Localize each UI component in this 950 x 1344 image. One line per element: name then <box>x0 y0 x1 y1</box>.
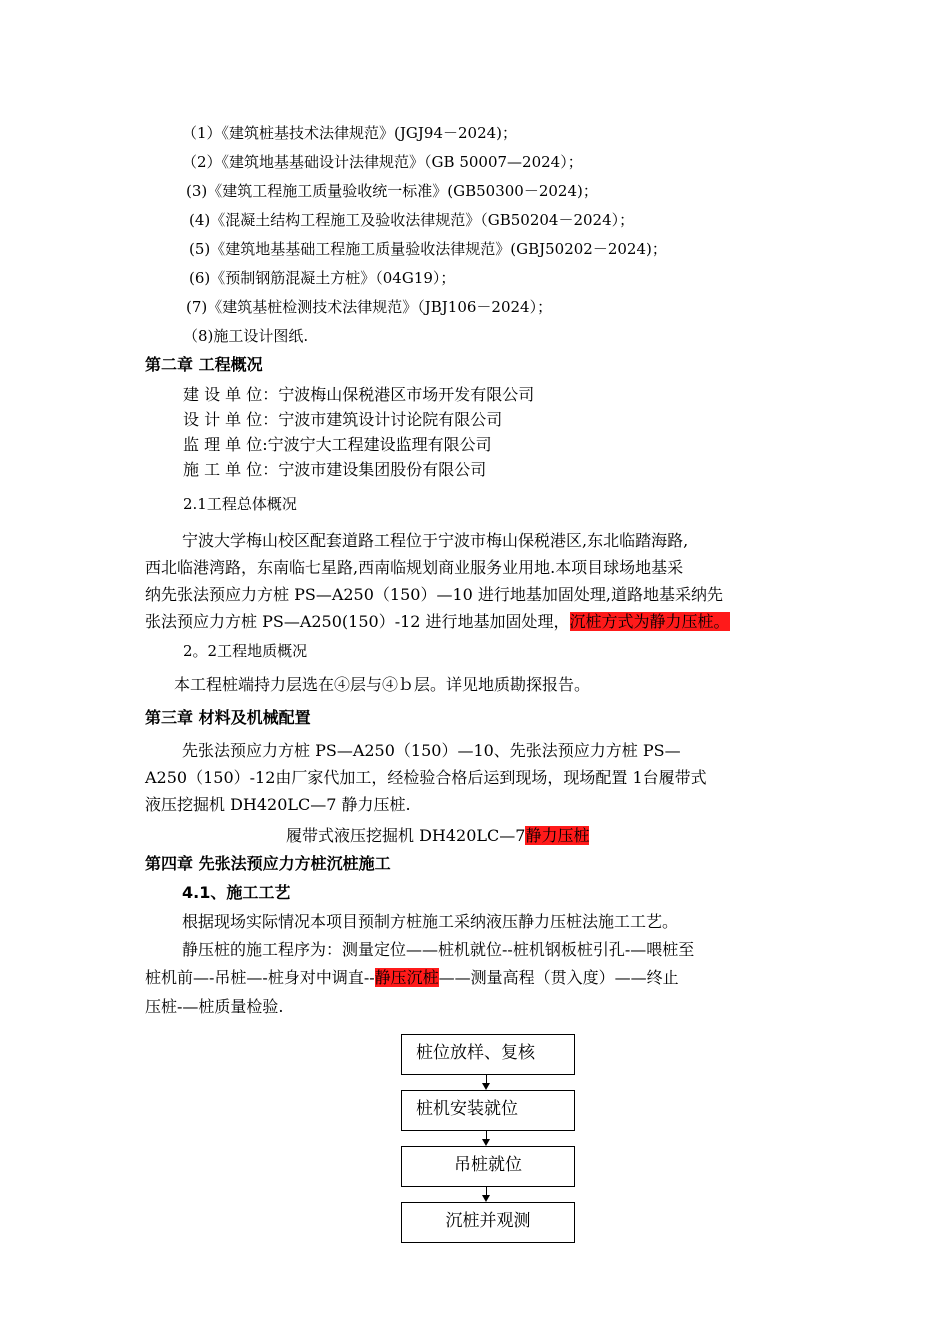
unit-designer: 设 计 单 位：宁波市建筑设计讨论院有限公司 <box>183 410 503 429</box>
overview-line-2: 西北临港湾路，东南临七星路,西南临规划商业服务业用地.本项目球场地基采 <box>145 558 684 577</box>
chapter3-heading: 第三章 材料及机械配置 <box>145 708 311 727</box>
flow-step-2-label: 桩机安装就位 <box>416 1099 518 1119</box>
reference-item-3: (3)《建筑工程施工质量验收统一标准》(GB50300－2024)； <box>186 182 598 200</box>
materials-line-1: 先张法预应力方桩 PS—A250（150）—10、先张法预应力方桩 PS— <box>182 741 681 760</box>
process-intro: 根据现场实际情况本项目预制方桩施工采纳液压静力压桩法施工工艺。 <box>182 912 679 931</box>
flow-step-4 <box>401 1202 575 1243</box>
section-2-1-heading: 2.1工程总体概况 <box>183 495 297 513</box>
materials-line-2: A250（150）-12由厂家代加工，经检验合格后运到现场，现场配置 1台履带式 <box>145 768 707 787</box>
flow-step-1-label: 桩位放样、复核 <box>416 1043 535 1063</box>
chapter2-heading: 第二章 工程概况 <box>145 355 263 374</box>
flow-connector-3 <box>486 1187 487 1195</box>
flow-step-3 <box>401 1146 575 1187</box>
unit-supervisor: 监 理 单 位:宁波宁大工程建设监理有限公司 <box>183 435 492 454</box>
flow-step-2 <box>401 1090 575 1131</box>
geology-text: 本工程桩端持力层选在④层与④ｂ层。详见地质勘探报告。 <box>174 675 591 694</box>
overview-line-3: 纳先张法预应力方桩 PS—A250（150）—10 进行地基加固处理,道路地基采纳先 <box>145 585 723 604</box>
procedure-line-3: 压桩-—桩质量检验. <box>145 997 284 1016</box>
overview-line-4 <box>145 611 730 633</box>
procedure-line-2 <box>145 967 679 989</box>
flow-step-1 <box>401 1034 575 1075</box>
reference-item-2: （2）《建筑地基基础设计法律规范》（GB 50007—2024）； <box>182 153 583 171</box>
reference-item-8: （8)施工设计图纸. <box>183 327 309 345</box>
flow-arrow-1-icon <box>482 1083 490 1090</box>
materials-line-3: 液压挖掘机 DH420LC—7 静力压桩. <box>145 795 411 814</box>
section-2-2-heading: 2。2工程地质概况 <box>183 642 308 660</box>
flow-step-3-label: 吊桩就位 <box>454 1155 522 1175</box>
overview-line-4-text: 张法预应力方桩 PS—A250(150）-12 进行地基加固处理， <box>145 612 570 631</box>
highlight-static-sinking: 静压沉桩 <box>374 968 439 987</box>
flow-connector-1 <box>486 1075 487 1083</box>
flow-arrow-2-icon <box>482 1139 490 1146</box>
machine-caption <box>286 825 589 847</box>
highlight-piling-method: 沉桩方式为静力压桩。 <box>569 612 730 631</box>
highlight-static-pressing: 静力压桩 <box>525 826 590 845</box>
machine-caption-text: 履带式液压挖掘机 DH420LC—7 <box>286 826 526 845</box>
procedure-line-1: 静压桩的施工程序为：测量定位——桩机就位--桩机钢板桩引孔-—喂桩至 <box>182 940 695 959</box>
flow-arrow-3-icon <box>482 1195 490 1202</box>
overview-line-1: 宁波大学梅山校区配套道路工程位于宁波市梅山保税港区,东北临踏海路, <box>182 531 689 550</box>
procedure-line-2-after: ——测量高程（贯入度）——终止 <box>438 968 679 987</box>
unit-builder: 建 设 单 位：宁波梅山保税港区市场开发有限公司 <box>183 385 535 404</box>
section-4-1-heading: 4.1、施工工艺 <box>182 883 291 902</box>
procedure-line-2-before: 桩机前—-吊桩—-桩身对中调直-- <box>145 968 375 987</box>
reference-item-7: (7)《建筑基桩检测技术法律规范》（JBJ106－2024）； <box>186 298 553 316</box>
reference-item-4: (4)《混凝土结构工程施工及验收法律规范》（GB50204－2024）； <box>189 211 635 229</box>
flow-step-4-label: 沉桩并观测 <box>445 1211 531 1231</box>
reference-item-6: (6)《预制钢筋混凝土方桩》（04G19）； <box>189 269 456 287</box>
chapter4-heading: 第四章 先张法预应力方桩沉桩施工 <box>145 854 391 873</box>
reference-item-5: (5)《建筑地基基础工程施工质量验收法律规范》(GBJ50202－2024)； <box>189 240 667 258</box>
reference-item-1: （1）《建筑桩基技术法律规范》(JGJ94－2024)； <box>182 124 518 142</box>
flow-connector-2 <box>486 1131 487 1139</box>
unit-contractor: 施 工 单 位：宁波市建设集团股份有限公司 <box>183 460 487 479</box>
